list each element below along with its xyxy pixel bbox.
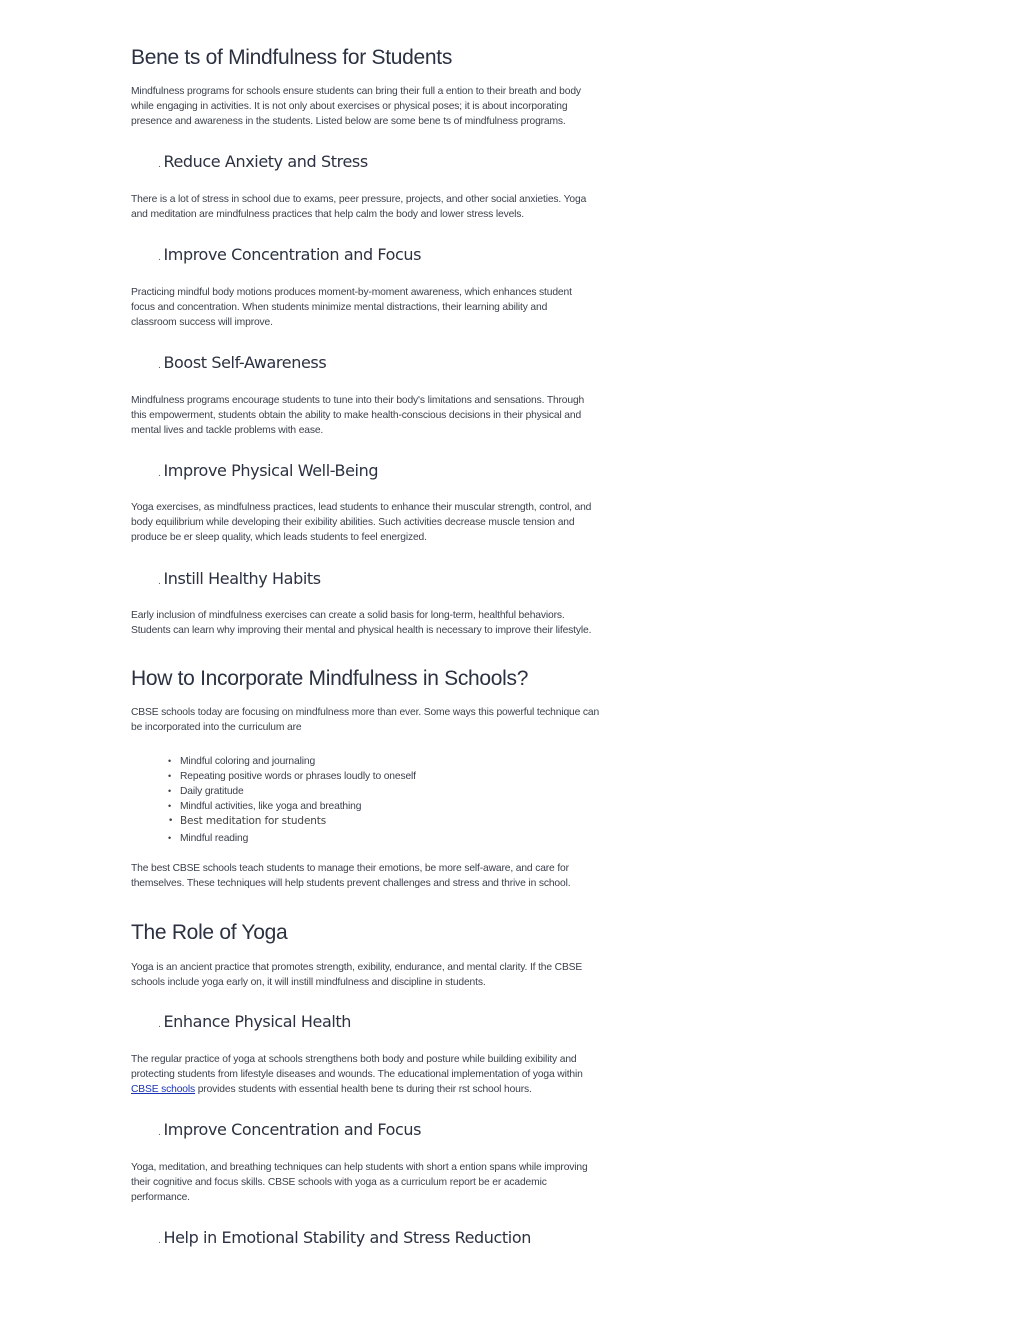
- subheading-healthy-habits: . Instill Healthy Habits: [158, 569, 321, 588]
- list-item: • Best meditation for students: [168, 815, 327, 827]
- list-item: • Repeating positive words or phrases loudly to oneself: [168, 771, 416, 782]
- reduce-anxiety-body: There is a lot of stress in school due to exams, peer pressure, projects, and other social anxieties. Yoga and meditation are mindfulness practices that help calm the body and lower stress levels.: [131, 194, 587, 220]
- subheading-physical-well-being: . Improve Physical Well-Being: [158, 461, 379, 480]
- subheading-yoga-concentration: . Improve Concentration and Focus: [158, 1120, 422, 1139]
- section-title-role-of-yoga: The Role of Yoga: [131, 921, 288, 944]
- healthy-habits-body: Early inclusion of mindfulness exercises can create a solid basis for long-term, healthful behaviors. Students can learn why improving their mental and physical health is necessary to improve their lifestyle.: [131, 610, 592, 636]
- list-item: • Daily gratitude: [168, 786, 244, 797]
- role-of-yoga-intro: Yoga is an ancient practice that promotes strength, exibility, endurance, and mental clarity. If the CBSE schools include yoga early on, it will instill mindfulness and discipline in students.: [131, 962, 583, 988]
- subheading-improve-concentration: . Improve Concentration and Focus: [158, 245, 422, 264]
- list-item: • Mindful activities, like yoga and breathing: [168, 801, 362, 812]
- section-title-incorporate: How to Incorporate Mindfulness in Schools?: [131, 667, 529, 690]
- list-item: • Mindful reading: [168, 833, 249, 844]
- improve-concentration-body: Practicing mindful body motions produces moment-by-moment awareness, which enhances student focus and concentration. When students minimize mental distractions, their learning ability and classroom success will improve.: [131, 287, 572, 328]
- subheading-emotional-stability: . Help in Emotional Stability and Stress Reduction: [158, 1228, 531, 1247]
- benefits-intro: Mindfulness programs for schools ensure students can bring their full a ention to their breath and body while engaging in activities. It is not only about exercises or physical poses; it is about incorporating presence and awareness in the students. Listed below are some bene ts of mindfulness programs.: [131, 86, 581, 127]
- boost-self-awareness-body: Mindfulness programs encourage students to tune into their body's limitations and sensations. Through this empowerment, students obtain the ability to make health-conscious decisions in their physical and mental lives and tackle problems with ease.: [131, 395, 585, 436]
- yoga-concentration-body: Yoga, meditation, and breathing techniques can help students with short a ention spans while improving their cognitive and focus skills. CBSE schools with yoga as a curriculum report be er academic performance.: [131, 1162, 588, 1203]
- list-item: • Mindful coloring and journaling: [168, 756, 316, 767]
- subheading-enhance-physical-health: . Enhance Physical Health: [158, 1012, 352, 1031]
- mindfulness-techniques-list: [168, 754, 416, 846]
- enhance-physical-health-body: The regular practice of yoga at schools strengthens both body and posture while building exibility and protecting students from lifestyle diseases and wounds. The educational implementation of yoga within CBSE schools provides students with essential health bene ts during their rst school hours.: [131, 1054, 583, 1095]
- subheading-boost-self-awareness: . Boost Self-Awareness: [158, 353, 327, 372]
- physical-well-being-body: Yoga exercises, as mindfulness practices, lead students to enhance their muscular strength, control, and body equilibrium while developing their exibility abilities. Such activities decrease muscle tension and produce be er sleep quality, which leads students to feel energized.: [131, 502, 592, 543]
- incorporate-closing: The best CBSE schools teach students to manage their emotions, be more self-aware, and care for themselves. These techniques will help students prevent challenges and stress and thrive in school.: [131, 863, 571, 889]
- subheading-reduce-anxiety: . Reduce Anxiety and Stress: [158, 152, 368, 171]
- section-title-benefits: Bene ts of Mindfulness for Students: [131, 46, 453, 69]
- cbse-schools-link[interactable]: CBSE schools: [131, 1084, 196, 1095]
- incorporate-intro: CBSE schools today are focusing on mindfulness more than ever. Some ways this powerful technique can be incorporated into the curriculum are: [131, 707, 600, 733]
